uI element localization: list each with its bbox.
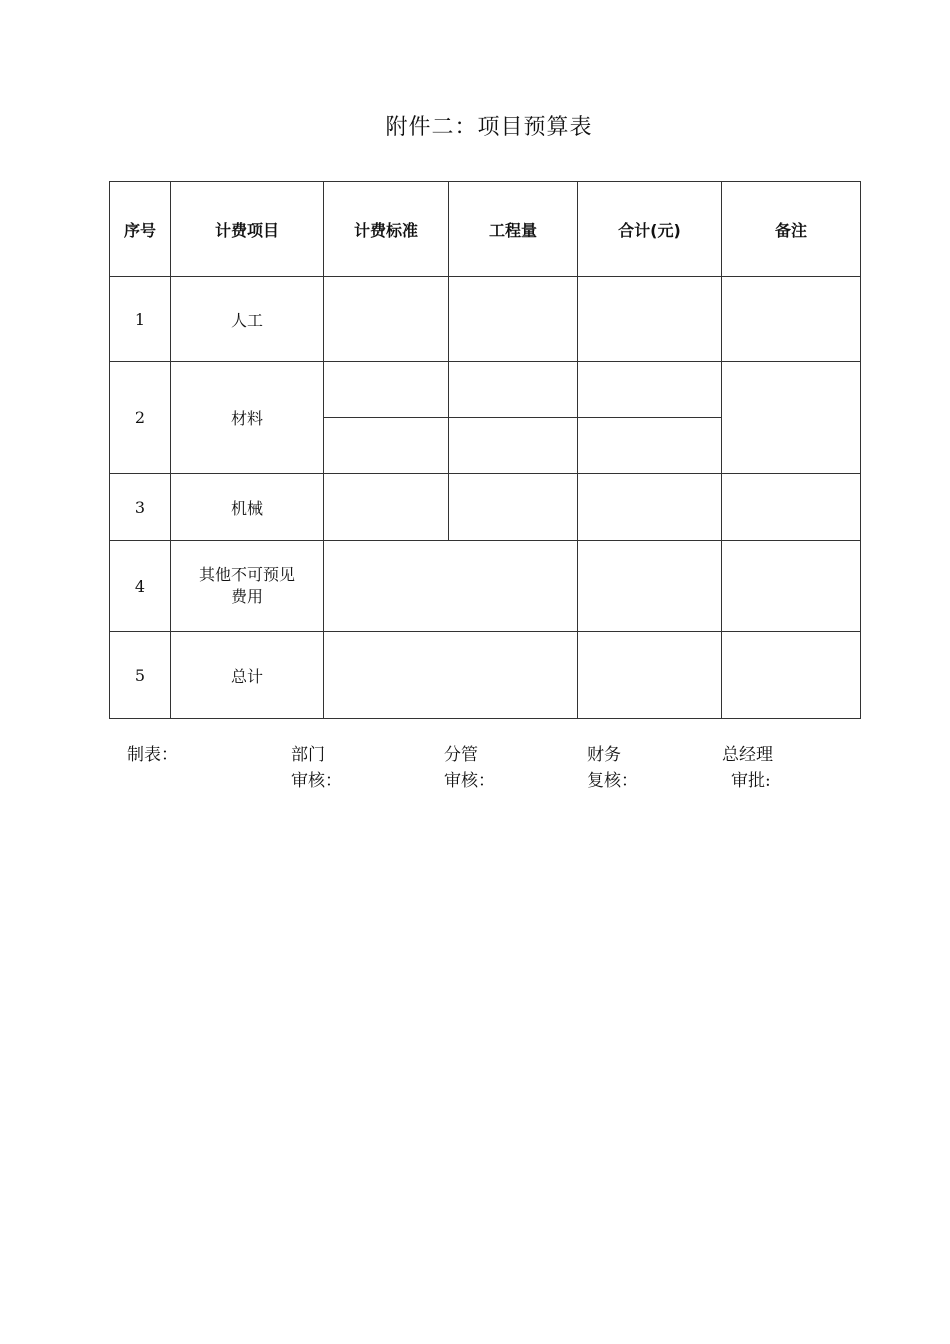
row-item: 人工 [171,277,324,362]
cell-quantity[interactable] [449,362,578,418]
row-item: 总计 [171,632,324,719]
row-seq: 3 [110,474,171,541]
signoff-section [0,740,950,800]
finance-label: 财务 [587,745,621,765]
cell-standard[interactable] [324,277,449,362]
cell-standard[interactable] [324,474,449,541]
header-quantity: 工程量 [449,182,578,277]
header-standard: 计费标准 [324,182,449,277]
dept-review-label: 审核： [291,771,342,791]
row-seq: 2 [110,362,171,474]
cell-total[interactable] [578,632,722,719]
cell-remark[interactable] [722,277,861,362]
cell-total[interactable] [578,474,722,541]
row-item: 材料 [171,362,324,474]
document-title: 附件二：项目预算表 [385,115,593,140]
cell-standard[interactable] [324,418,449,474]
cell-total[interactable] [578,418,722,474]
prepared-by-label: 制表： [127,745,178,765]
cell-remark[interactable] [722,474,861,541]
table-row [110,632,861,719]
dept-label: 部门 [291,745,325,765]
table-row [110,541,861,632]
cell-remark[interactable] [722,632,861,719]
row-seq: 5 [110,632,171,719]
table-row [110,277,861,362]
header-remark: 备注 [722,182,861,277]
cell-standard-quantity[interactable] [324,541,578,632]
row-seq: 4 [110,541,171,632]
cell-quantity[interactable] [449,474,578,541]
row-item [171,541,324,632]
row-seq: 1 [110,277,171,362]
budget-table [109,181,861,719]
cell-total[interactable] [578,277,722,362]
cell-total[interactable] [578,541,722,632]
header-item: 计费项目 [171,182,324,277]
gm-label: 总经理 [722,745,773,765]
cell-quantity[interactable] [449,277,578,362]
table-row [110,474,861,541]
row-item-line1: 其他不可预见 [198,565,295,584]
header-total: 合计(元) [578,182,722,277]
cell-remark[interactable] [722,541,861,632]
cell-standard-quantity[interactable] [324,632,578,719]
cell-remark[interactable] [722,362,861,474]
table-row [110,362,861,418]
mgr-review-label: 审核： [444,771,495,791]
row-item: 机械 [171,474,324,541]
cell-quantity[interactable] [449,418,578,474]
table-header-row [110,182,861,277]
cell-standard[interactable] [324,362,449,418]
finance-recheck-label: 复核： [587,771,638,791]
cell-total[interactable] [578,362,722,418]
row-item-line2: 费用 [230,587,263,606]
gm-approve-label: 审批: [731,771,771,791]
mgr-label: 分管 [444,745,478,765]
header-seq: 序号 [110,182,171,277]
